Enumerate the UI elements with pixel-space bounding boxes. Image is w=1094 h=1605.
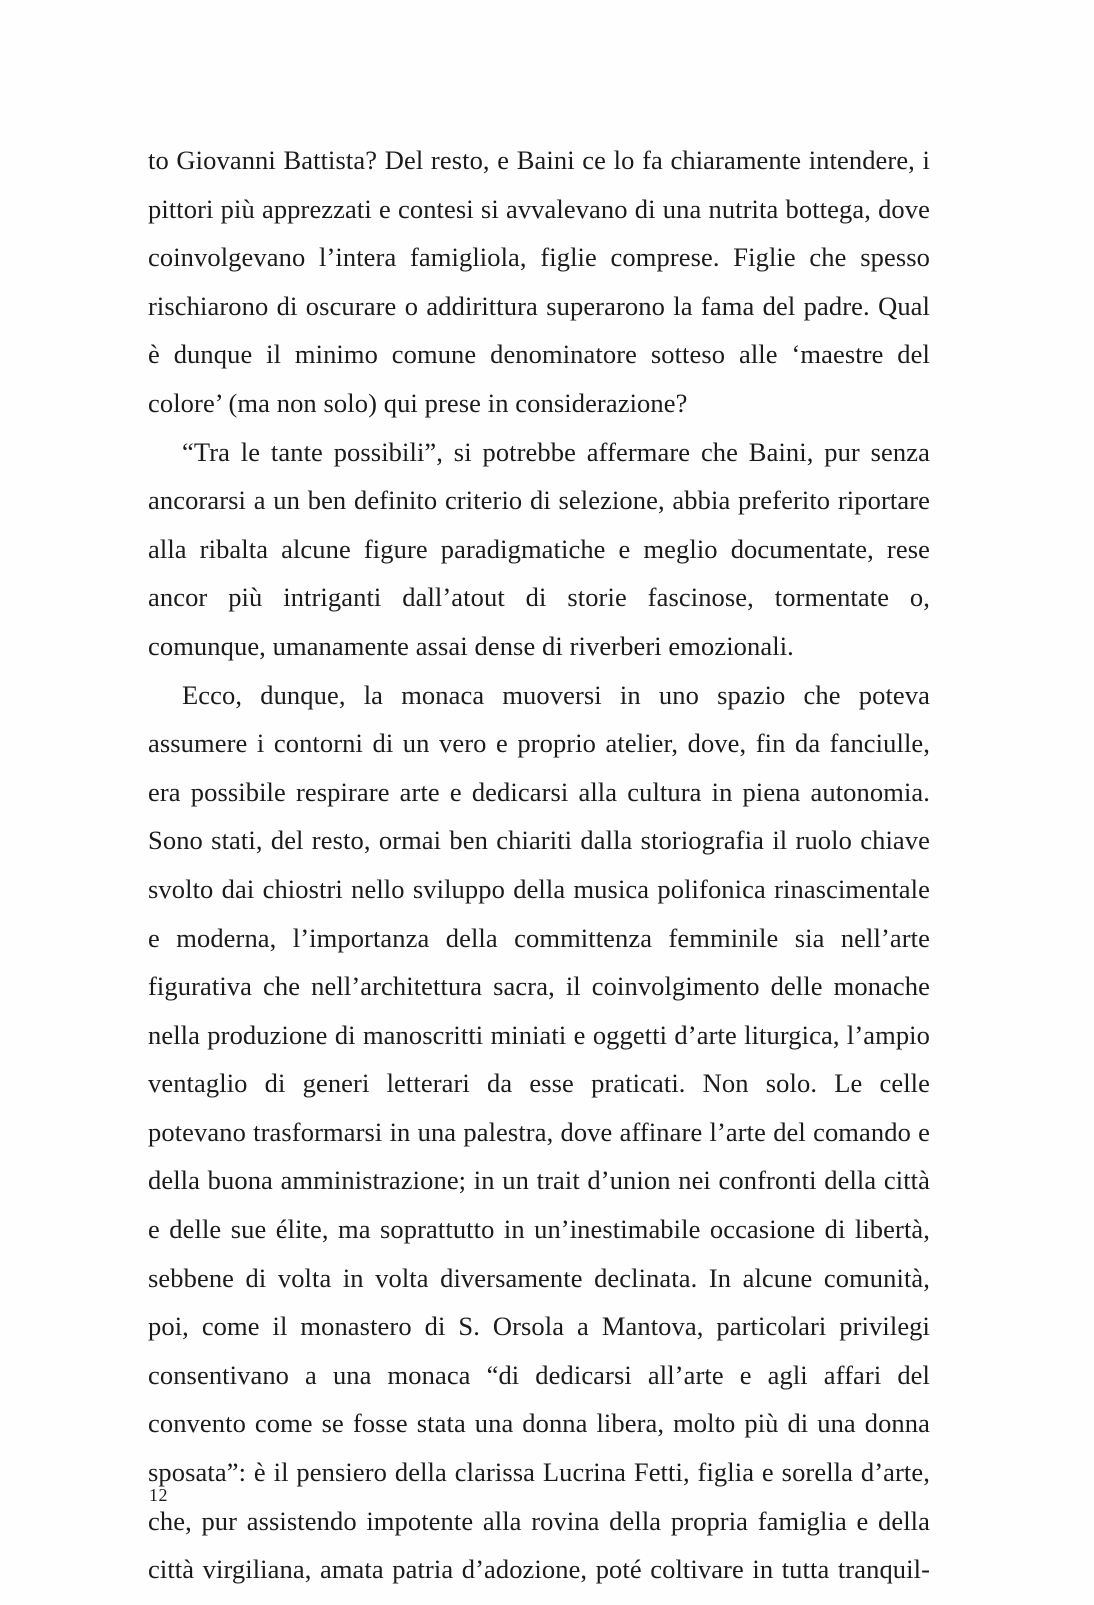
paragraph-continued: to Giovanni Battista? Del resto, e Baini ce lo fa chiaramente intendere, i pittori più apprezzati e contesi si avvalevano di una nutrita bottega, dove coinvolgevano l’intera famigliola, figlie comprese. Figlie che spesso rischiarono di oscurare o addirittura superarono la fama del padre. Qual è dunque il minimo comune denominatore sotteso alle ‘maestre del colore’ (ma non solo) qui prese in considerazione? bbox=[148, 145, 930, 418]
page-text-body bbox=[148, 136, 930, 1605]
page-number: 12 bbox=[149, 1485, 168, 1505]
paragraph: “Tra le tante possibili”, si potrebbe affermare che Baini, pur senza ancorarsi a un ben definito criterio di selezione, abbia preferito riportare alla ribalta alcune figure paradigmatiche e meglio documentate, rese ancor più intriganti dall’atout di storie fascinose, tormentate o, comunque, umanamente assai dense di riverberi emozionali. bbox=[148, 436, 930, 661]
paragraph: Ecco, dunque, la monaca muoversi in uno spazio che poteva assumere i contorni di un vero e proprio atelier, dove, fin da fanciulle, era possibile respirare arte e dedicarsi alla cultura in piena autonomia. Sono stati, del resto, ormai ben chiariti dalla storiografia il ruolo chiave svolto dai chiostri nello sviluppo della musica polifonica rinascimentale e moderna, l’importanza della committenza femminile sia nell’arte figurativa che nell’architettura sacra, il coinvolgimento delle monache nella produzione di manoscritti miniati e oggetti d’arte liturgica, l’ampio ventaglio di generi letterari da esse praticati. Non solo. Le celle potevano trasformarsi in una palestra, dove affinare l’arte del comando e della buona amministrazione; in un trait d’union nei confronti della città e delle sue élite, ma soprattutto in un’inestimabile occasione di libertà, sebbene di volta in volta diversamente declinata. In alcune comunità, poi, come il monastero di S. Orsola a Mantova, particolari privilegi consentivano a una monaca “di dedicarsi all’arte e agli affari del convento come se fosse stata una donna libera, molto più di una donna sposata”: è il pensiero della clarissa Lucrina Fetti, figlia e sorella d’arte, che, pur assistendo impotente alla rovina della propria famiglia e della città virgiliana, amata patria d’adozione, poté coltivare in tutta tranquil- bbox=[148, 679, 930, 1585]
